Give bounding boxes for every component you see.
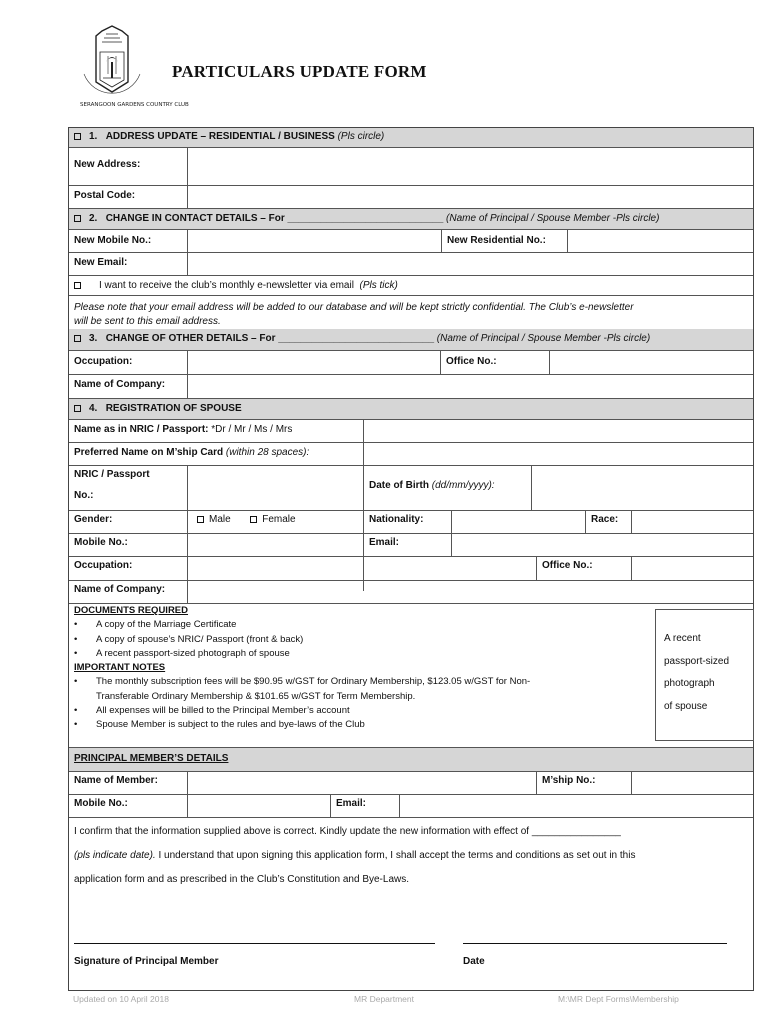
documents-heading: DOCUMENTS REQUIRED xyxy=(74,605,189,616)
section-3-title: CHANGE OF OTHER DETAILS – For ____________________________ xyxy=(105,333,435,344)
confirmation-text xyxy=(74,820,750,892)
privacy-notice-line-1: Please note that your email address will be added to our database and will be kept strictly confidential. The Club’s e-newsletter xyxy=(74,302,634,313)
section-3-note: (Name of Principal / Spouse Member -Pls circle) xyxy=(436,333,651,344)
principal-header xyxy=(69,748,753,771)
note-item: Transferable Ordinary Membership & $101.65 w/GST for Term Membership. xyxy=(96,690,416,702)
new-address-field[interactable] xyxy=(188,148,753,185)
confirmation-line-3: application form and as prescribed in the Club’s Constitution and Bye-Laws. xyxy=(74,874,409,885)
section-2-note: (Name of Principal / Spouse Member -Pls circle) xyxy=(446,213,660,224)
dob-field[interactable] xyxy=(532,466,753,510)
footer-updated: Updated on 10 April 2018 xyxy=(73,994,169,1004)
privacy-notice-line-2: will be sent to this email address. xyxy=(74,316,221,327)
new-email-field[interactable] xyxy=(188,253,753,275)
document-item: • A copy of the Marriage Certificate xyxy=(74,619,237,631)
male-checkbox[interactable] xyxy=(197,516,204,523)
spouse-office-field[interactable] xyxy=(632,557,753,580)
spouse-name-row xyxy=(69,424,292,436)
spouse-mobile-field[interactable] xyxy=(188,534,363,556)
new-mobile-label: New Mobile No.: xyxy=(74,235,152,246)
confirmation-line-1: I confirm that the information supplied above is correct. Kindly update the new information with effect of ________________ xyxy=(74,826,621,837)
spouse-occupation-field[interactable] xyxy=(188,557,536,580)
spouse-office-label: Office No.: xyxy=(542,560,593,571)
preferred-name-row xyxy=(69,447,309,459)
office-no-label: Office No.: xyxy=(446,356,497,367)
spouse-company-label: Name of Company: xyxy=(74,584,166,595)
section-2-header xyxy=(69,209,753,229)
section-4-title: REGISTRATION OF SPOUSE xyxy=(105,403,242,414)
form-title: PARTICULARS UPDATE FORM xyxy=(172,62,427,81)
document-item: • A recent passport-sized photograph of spouse xyxy=(74,647,290,659)
section-3-checkbox[interactable] xyxy=(74,335,81,342)
postal-code-field[interactable] xyxy=(188,186,753,208)
spouse-mobile-label: Mobile No.: xyxy=(74,537,128,548)
new-mobile-field[interactable] xyxy=(188,230,442,252)
spouse-email-field[interactable] xyxy=(452,534,753,556)
preferred-name-note: (within 28 spaces): xyxy=(225,447,310,458)
signature-line[interactable] xyxy=(74,943,435,944)
gender-options xyxy=(197,514,296,526)
note-item: • Spouse Member is subject to the rules and bye-laws of the Club xyxy=(74,719,365,731)
preferred-name-label: Preferred Name on M’ship Card xyxy=(74,447,224,458)
member-email-field[interactable] xyxy=(400,795,753,817)
preferred-name-field[interactable] xyxy=(364,443,753,465)
race-label: Race: xyxy=(591,514,619,525)
newsletter-note: (Pls tick) xyxy=(359,280,398,291)
company-field[interactable] xyxy=(188,375,753,398)
form-frame xyxy=(68,127,754,991)
footer-department: MR Department xyxy=(354,994,414,1004)
member-name-label: Name of Member: xyxy=(74,775,158,786)
section-3-header xyxy=(69,329,753,350)
club-logo xyxy=(72,22,189,110)
note-item: • The monthly subscription fees will be $90.95 w/GST for Ordinary Membership, $123.05 w/GST for Non- xyxy=(74,676,531,688)
section-3-number: 3. xyxy=(89,333,98,344)
female-checkbox[interactable] xyxy=(250,516,257,523)
spouse-name-label: Name as in NRIC / Passport: xyxy=(74,424,209,435)
document-item: • A copy of spouse’s NRIC/ Passport (front & back) xyxy=(74,633,304,645)
confirmation-line-2: (pls indicate date). I understand that upon signing this application form, I shall accept the terms and conditions as set out in this xyxy=(74,850,636,861)
spouse-name-field[interactable] xyxy=(364,420,753,442)
note-item: • All expenses will be billed to the Principal Member’s account xyxy=(74,705,350,717)
nationality-field[interactable] xyxy=(452,511,586,533)
dob-row xyxy=(364,480,495,492)
office-no-field[interactable] xyxy=(550,351,753,374)
section-4-header xyxy=(69,399,753,419)
spouse-email-label: Email: xyxy=(369,537,400,548)
postal-code-label: Postal Code: xyxy=(74,190,136,201)
section-1-title: ADDRESS UPDATE – RESIDENTIAL / BUSINESS xyxy=(105,131,335,142)
section-4-number: 4. xyxy=(89,403,98,414)
nationality-label: Nationality: xyxy=(369,514,424,525)
nric-field[interactable] xyxy=(188,466,363,510)
notes-heading: IMPORTANT NOTES xyxy=(74,662,166,674)
footer-path: M:\MR Dept Forms\Membership xyxy=(558,994,679,1004)
signature-label: Signature of Principal Member xyxy=(74,956,219,967)
member-name-field[interactable] xyxy=(188,772,537,794)
newsletter-row xyxy=(74,280,398,292)
member-email-label: Email: xyxy=(336,798,367,809)
nric-label-line-2: No.: xyxy=(74,490,94,501)
dob-note: (dd/mm/yyyy): xyxy=(431,480,495,491)
date-line[interactable] xyxy=(463,943,727,944)
newsletter-text: I want to receive the club’s monthly e-newsletter via email xyxy=(99,280,354,291)
new-residential-field[interactable] xyxy=(568,230,753,252)
section-2-title: CHANGE IN CONTACT DETAILS – For ____________________________ xyxy=(105,213,444,224)
date-label: Date xyxy=(463,956,485,967)
new-email-label: New Email: xyxy=(74,257,128,268)
section-2-checkbox[interactable] xyxy=(74,215,81,222)
documents-notes xyxy=(74,604,530,733)
section-1-number: 1. xyxy=(89,131,98,142)
spouse-name-titles: *Dr / Mr / Ms / Mrs xyxy=(211,424,293,435)
company-label: Name of Company: xyxy=(74,379,166,390)
principal-heading: PRINCIPAL MEMBER’S DETAILS xyxy=(74,753,229,764)
gender-label: Gender: xyxy=(74,514,113,525)
occupation-label: Occupation: xyxy=(74,356,133,367)
race-field[interactable] xyxy=(632,511,753,533)
male-label: Male xyxy=(209,514,231,525)
spouse-occupation-label: Occupation: xyxy=(74,560,133,571)
newsletter-checkbox[interactable] xyxy=(74,282,81,289)
mship-no-field[interactable] xyxy=(632,772,753,794)
member-mobile-field[interactable] xyxy=(188,795,331,817)
new-address-label: New Address: xyxy=(74,159,141,170)
female-label: Female xyxy=(262,514,296,525)
section-1-checkbox[interactable] xyxy=(74,133,81,140)
spouse-company-field[interactable] xyxy=(188,581,753,603)
dob-label: Date of Birth xyxy=(369,480,429,491)
nric-label-line-1: NRIC / Passport xyxy=(74,469,150,480)
section-4-checkbox[interactable] xyxy=(74,405,81,412)
section-1-note: (Pls circle) xyxy=(337,131,385,142)
member-mobile-label: Mobile No.: xyxy=(74,798,128,809)
section-2-number: 2. xyxy=(89,213,98,224)
occupation-field[interactable] xyxy=(188,351,441,374)
logo-text: SERANGOON GARDENS COUNTRY CLUB xyxy=(80,102,189,108)
new-residential-label: New Residential No.: xyxy=(447,235,546,246)
mship-no-label: M’ship No.: xyxy=(542,775,596,786)
section-1-header xyxy=(69,128,753,147)
photo-box: A recent passport-sized photograph of spouse xyxy=(655,609,754,741)
